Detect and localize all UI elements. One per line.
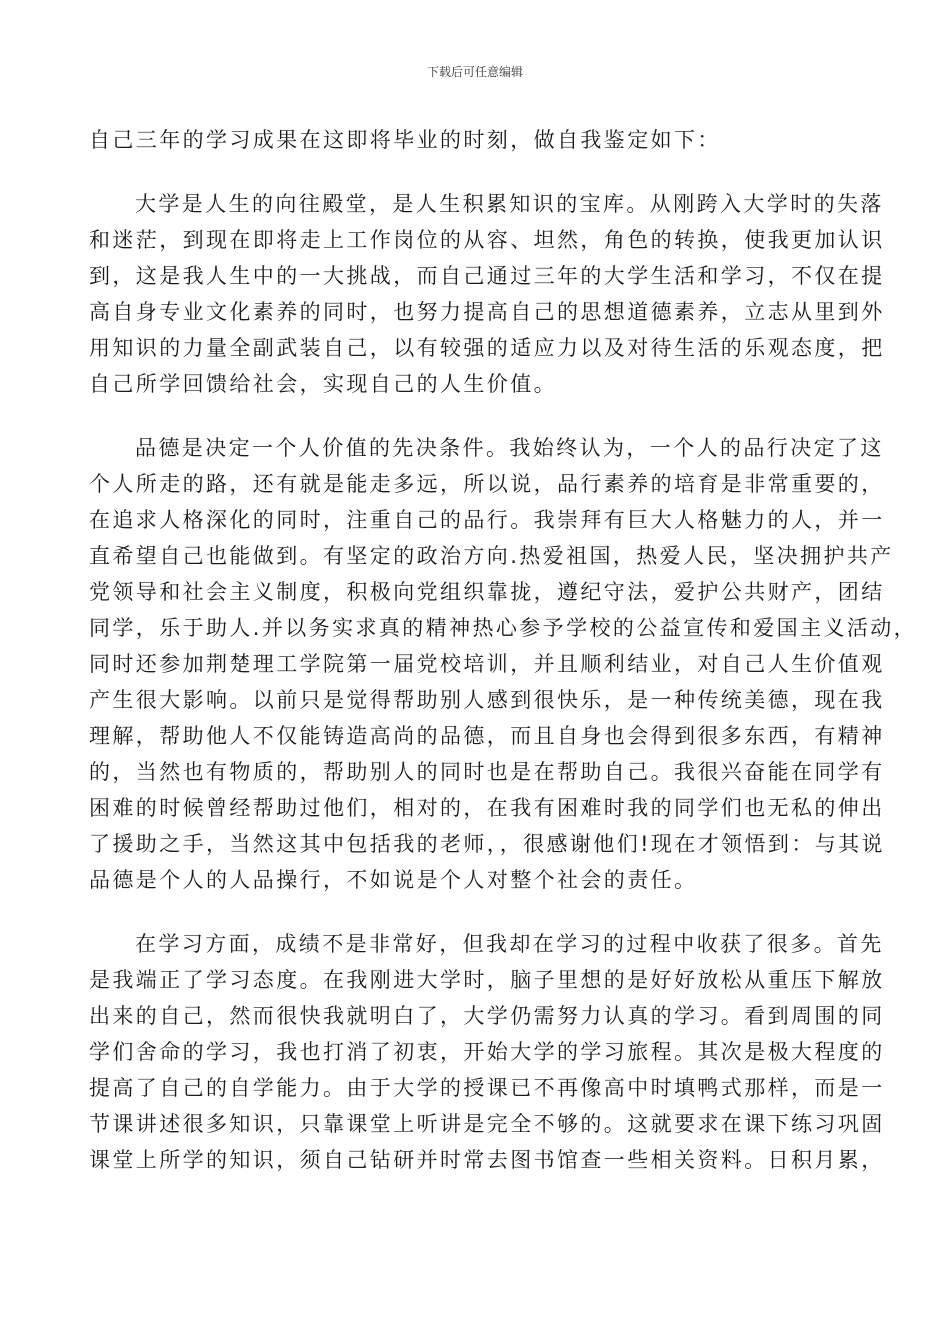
paragraph-1 (89, 186, 885, 402)
paragraph-line: 品德是决定一个人价值的先决条件。我始终认为，一个人的品行决定了这 (135, 436, 884, 460)
paragraph-line: 出来的自己，然而很快我就明白了，大学仍需努力认真的学习。看到周围的同 (89, 1004, 885, 1028)
paragraph-line: 学们舍命的学习，我也打消了初衷，开始大学的学习旅程。其次是极大程度的 (89, 1040, 885, 1064)
paragraph-line: 在学习方面，成绩不是非常好，但我却在学习的过程中收获了很多。首先 (135, 932, 884, 956)
paragraph-line: 在追求人格深化的同时，注重自己的品行。我崇拜有巨大人格魅力的人，并一 (89, 508, 885, 532)
paragraph-line: 用知识的力量全副武装自己，以有较强的适应力以及对待生活的乐观态度，把 (89, 336, 885, 360)
paragraph-line: 到，这是我人生中的一大挑战，而自己通过三年的大学生活和学习，不仅在提 (89, 264, 885, 288)
paragraph-gap (89, 402, 879, 430)
paragraph-gap (89, 898, 879, 926)
paragraph-line: 同学，乐于助人.并以务实求真的精神热心参予学校的公益宣传和爱国主义活动， (89, 616, 918, 640)
paragraph-gap (89, 158, 879, 186)
paragraph-line: 自己所学回馈给社会，实现自己的人生价值。 (89, 372, 557, 396)
paragraph-line: 的，当然也有物质的，帮助别人的同时也是在帮助自己。我很兴奋能在同学有 (89, 760, 885, 784)
paragraph-line: 和迷茫，到现在即将走上工作岗位的从容、坦然，角色的转换，使我更加认识 (89, 228, 885, 252)
paragraph-line: 困难的时候曾经帮助过他们，相对的，在我有困难时我的同学们也无私的伸出 (89, 796, 885, 820)
paragraph-line: 品德是个人的人品操行，不如说是个人对整个社会的责任。 (89, 868, 698, 892)
paragraph-line: 课堂上所学的知识，须自己钻研并时常去图书馆查一些相关资料。日积月累， (89, 1148, 885, 1172)
intro-line: 自己三年的学习成果在这即将毕业的时刻，做自我鉴定如下： (89, 128, 721, 152)
paragraph-line: 个人所走的路，还有就是能走多远，所以说，品行素养的培育是非常重要的， (89, 472, 885, 496)
paragraph-line: 是我端正了学习态度。在我刚进大学时，脑子里想的是好好放松从重压下解放 (89, 968, 885, 992)
paragraph-line: 同时还参加荆楚理工学院第一届党校培训，并且顺利结业，对自己人生价值观 (89, 652, 885, 676)
paragraph-line: 高自身专业文化素养的同时，也努力提高自己的思想道德素养，立志从里到外 (89, 300, 885, 324)
paragraph-3 (89, 926, 885, 1178)
paragraph-line: 提高了自己的自学能力。由于大学的授课已不再像高中时填鸭式那样，而是一 (89, 1076, 885, 1100)
document-body (89, 122, 918, 1178)
page-header: 下载后可任意编辑 (426, 65, 523, 79)
paragraph-line: 直希望自己也能做到。有坚定的政治方向.热爱祖国，热爱人民，坚决拥护共产 (89, 544, 894, 568)
paragraph-line: 党领导和社会主义制度，积极向党组织靠拢，遵纪守法，爱护公共财产，团结 (89, 580, 885, 604)
paragraph-line: 大学是人生的向往殿堂，是人生积累知识的宝库。从刚跨入大学时的失落 (135, 192, 884, 216)
paragraph-2 (89, 430, 918, 898)
paragraph-line: 产生很大影响。以前只是觉得帮助别人感到很快乐，是一种传统美德，现在我 (89, 688, 885, 712)
paragraph-line: 理解，帮助他人不仅能铸造高尚的品德，而且自身也会得到很多东西，有精神 (89, 724, 885, 748)
paragraph-line: 节课讲述很多知识，只靠课堂上听讲是完全不够的。这就要求在课下练习巩固 (89, 1112, 885, 1136)
paragraph-line: 了援助之手，当然这其中包括我的老师，，很感谢他们!现在才领悟到：与其说 (89, 832, 885, 856)
